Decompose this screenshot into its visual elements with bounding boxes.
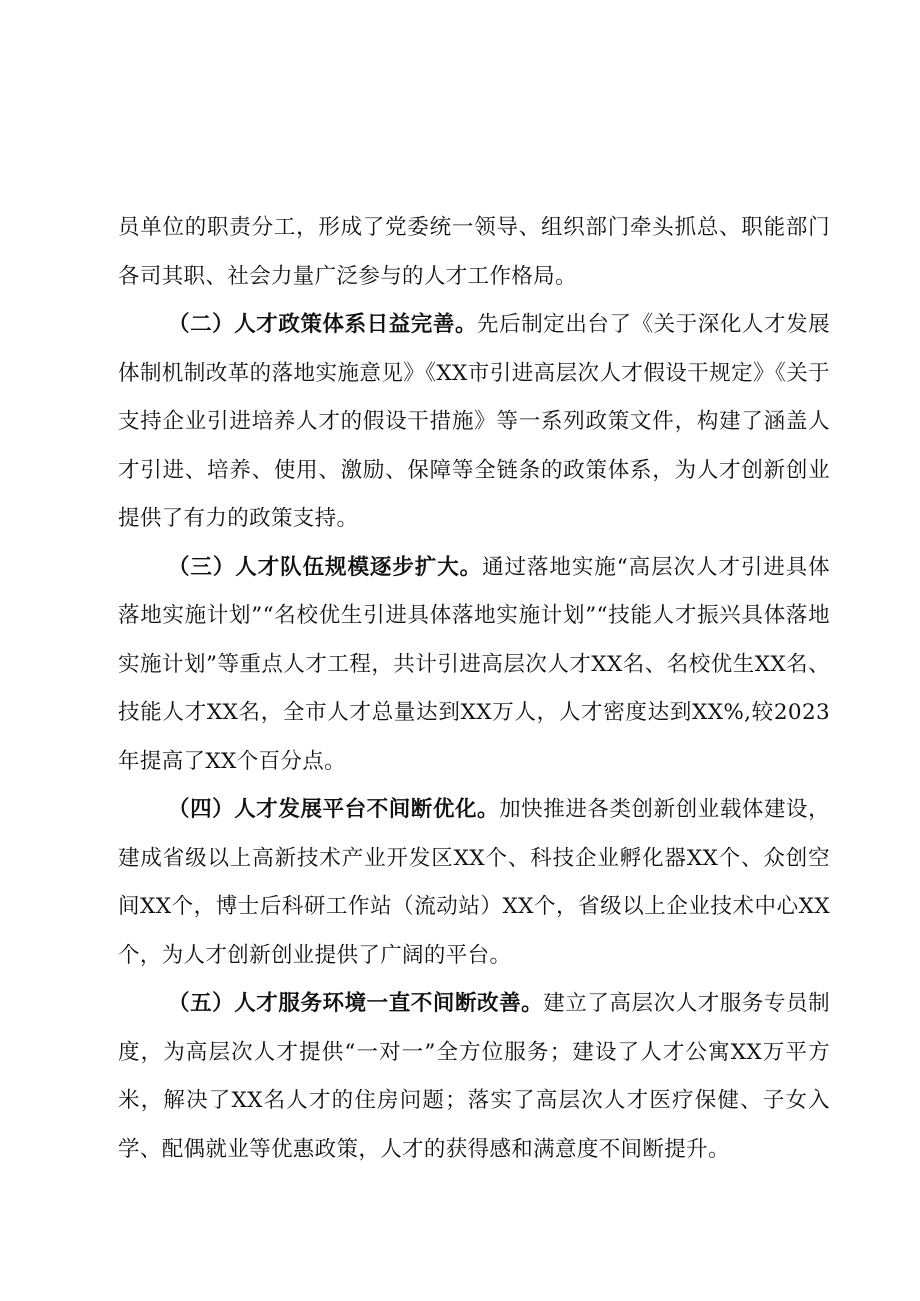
paragraph-text: 建立了高层次人才服务专员制度，为高层次人才提供“一对一”全方位服务；建设了人才公寓XX万平方米，解决了XX名人才的住房问题；落实了高层次人才医疗保健、子女入学、配偶就业等优惠政策，人才的获得感和满意度不间断提升。 [118, 991, 831, 1162]
paragraph-continuation [118, 204, 830, 301]
paragraph-platform [118, 786, 830, 980]
paragraph-heading: （四）人才发展平台不间断优化。 [168, 797, 500, 822]
paragraph-text: 员单位的职责分工，形成了党委统一领导、组织部门牵头抓总、职能部门各司其职、社会力量广泛参与的人才工作格局。 [118, 215, 830, 289]
paragraph-text: 通过落地实施“高层次人才引进具体落地实施计划”“名校优生引进具体落地实施计划”“技能人才振兴具体落地实施计划”等重点人才工程，共计引进高层次人才XX名、名校优生XX名、技能人才XX名，全市人才总量达到XX万人，人才密度达到XX%,较2023年提高了XX个百分点。 [118, 554, 830, 774]
paragraph-heading: （三）人才队伍规模逐步扩大。 [168, 554, 483, 580]
paragraph-policy-system [118, 301, 830, 544]
document-body [118, 204, 830, 1174]
paragraph-heading: （二）人才政策体系日益完善。 [168, 312, 478, 337]
paragraph-talent-scale [118, 544, 830, 787]
paragraph-heading: （五）人才服务环境一直不间断改善。 [168, 991, 544, 1016]
paragraph-service-environment [118, 980, 830, 1174]
paragraph-text: 先后制定出台了《关于深化人才发展体制机制改革的落地实施意见》《XX市引进高层次人才假设干规定》《关于支持企业引进培养人才的假设干措施》等一系列政策文件，构建了涵盖人才引进、培养、使用、激励、保障等全链条的政策体系，为人才创新创业提供了有力的政策支持。 [118, 312, 831, 531]
paragraph-text: 加快推进各类创新创业载体建设，建成省级以上高新技术产业开发区XX个、科技企业孵化器XX个、众创空间XX个，博士后科研工作站（流动站）XX个，省级以上企业技术中心XX个，为人才创新创业提供了广阔的平台。 [118, 797, 830, 968]
